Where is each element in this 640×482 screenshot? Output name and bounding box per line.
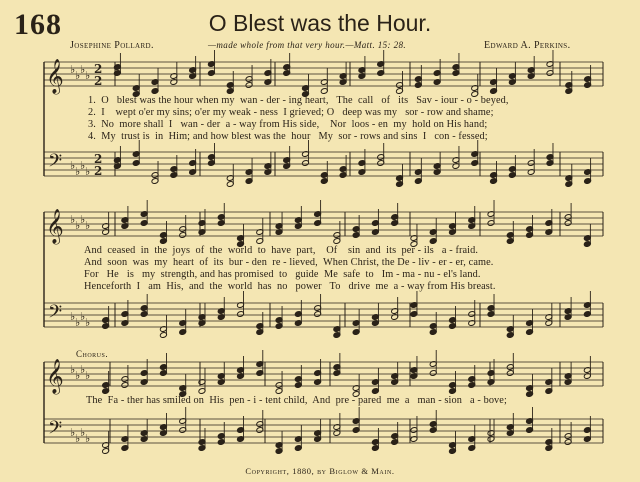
flat-icon: ♭ <box>70 426 76 439</box>
time-signature-top: 2 <box>94 152 103 166</box>
treble-clef-icon: 𝄞 <box>46 59 64 94</box>
chorus-line: The Fa - ther has smiled on His pen - i - tent child, And pre - pared me a man - sion a - bove; <box>86 395 507 406</box>
time-signature-bottom: 2 <box>94 164 103 178</box>
flat-icon: ♭ <box>70 159 76 172</box>
flat-icon: ♭ <box>80 63 86 76</box>
flat-icon: ♭ <box>80 213 86 226</box>
bass-clef-icon: 𝄢 <box>48 302 63 327</box>
bass-clef-icon: 𝄢 <box>48 151 63 176</box>
bass-clef-icon: 𝄢 <box>48 418 63 443</box>
copyright-notice: Copyright, 1880, by Biglow & Main. <box>245 466 395 476</box>
verse-line-3: 3. No more shall I wan - der a - way from His side, Nor loos - en my hold on His hand; <box>88 119 488 130</box>
flat-icon: ♭ <box>80 310 86 323</box>
scripture-reference: —made whole from that very hour.—Matt. 15: 28. <box>208 40 407 50</box>
flat-icon: ♭ <box>70 213 76 226</box>
verse-line-5: And ceased in the joys of the world to have part, Of sin and its per - ils a - fraid. <box>84 245 479 256</box>
flat-icon: ♭ <box>70 363 76 376</box>
verse-line-1: 1. O blest was the hour when my wan - der - ing heart, The call of its Sav - iour - o - beyed, <box>88 95 509 106</box>
flat-icon: ♭ <box>85 316 91 329</box>
verse-line-4: 4. My trust is in Him; and how blest was the hour My sor - rows and sins I con - fessed; <box>88 131 488 142</box>
flat-icon: ♭ <box>80 363 86 376</box>
author-credit: Josephine Pollard. <box>70 40 154 51</box>
flat-icon: ♭ <box>80 426 86 439</box>
flat-icon: ♭ <box>75 165 81 178</box>
flat-icon: ♭ <box>80 159 86 172</box>
verse-line-2: 2. I wept o'er my sins; o'er my weak - ness I grieved; O deep was my sor - row and shame; <box>88 107 494 118</box>
flat-icon: ♭ <box>75 69 81 82</box>
time-signature-top: 2 <box>94 62 103 76</box>
flat-icon: ♭ <box>70 310 76 323</box>
hymn-number: 168 <box>14 8 62 41</box>
flat-icon: ♭ <box>75 432 81 445</box>
treble-clef-icon: 𝄞 <box>46 209 64 244</box>
flat-icon: ♭ <box>75 219 81 232</box>
chorus-label: Chorus. <box>76 349 109 359</box>
flat-icon: ♭ <box>85 432 91 445</box>
flat-icon: ♭ <box>70 63 76 76</box>
flat-icon: ♭ <box>75 316 81 329</box>
treble-clef-icon: 𝄞 <box>46 359 64 394</box>
flat-icon: ♭ <box>85 369 91 382</box>
flat-icon: ♭ <box>85 165 91 178</box>
flat-icon: ♭ <box>85 219 91 232</box>
hymn-title: O Blest was the Hour. <box>208 10 432 36</box>
flat-icon: ♭ <box>75 369 81 382</box>
composer-credit: Edward A. Perkins. <box>484 40 571 51</box>
verse-line-7: For He is my strength, and has promised to guide Me safe to Im - ma - nu - el's land. <box>84 269 481 280</box>
verse-line-8: Henceforth I am His, and the world has no power To drive me a - way from His breast. <box>84 281 496 292</box>
verse-line-6: And soon was my heart of its bur - den re - lieved, When Christ, the De - liv - er - er, came. <box>84 257 494 268</box>
time-signature-bottom: 2 <box>94 74 103 88</box>
flat-icon: ♭ <box>85 69 91 82</box>
